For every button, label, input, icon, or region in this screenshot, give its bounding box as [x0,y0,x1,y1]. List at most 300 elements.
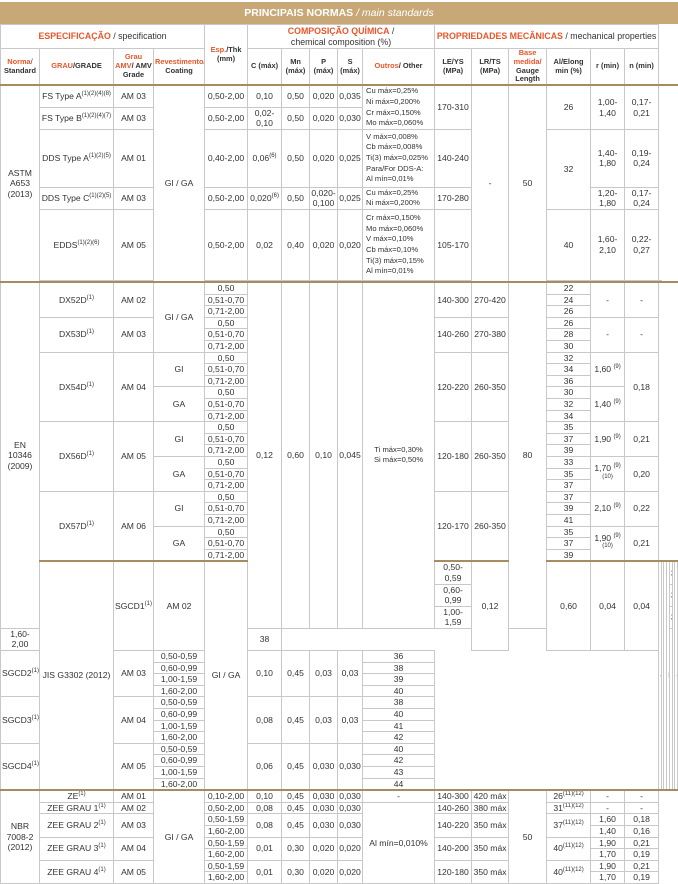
en-thk: 0,51-0,70 [205,538,248,550]
astm-coating: GI / GA [154,85,205,282]
astm-thk: 0,50-2,00 [205,187,248,209]
en-thk: 0,50 [205,317,248,329]
en-thk: 0,71-2,00 [205,341,248,353]
astm-grade: FS Type $A^{(1)(2)(4)(8)}$ [40,85,114,107]
elong-header: Al/Elong min (%) [547,49,591,86]
nbr-coating: GI / GA [154,790,205,883]
jis-elong: 38 [248,628,282,650]
nbr-gauge: 50 [509,790,547,883]
en-amv: AM 06 [114,491,154,561]
astm-mn: 0,50 [282,129,310,187]
nbr-n: 0,18 [625,814,659,826]
nbr-amv: AM 03 [114,814,154,837]
en-thk: 0,51-0,70 [205,468,248,480]
nbr-ts: 350 máx [472,837,509,860]
en-standard: EN 10346 (2009) [1,282,40,628]
en-elong: 32 [547,399,591,411]
en-thk: 0,71-2,00 [205,306,248,318]
jis-elong: 36 [363,651,435,663]
nbr-elong: $31^{(11)(12)}$ [547,802,591,814]
en-ys: 120-170 [435,491,472,561]
nbr-n: - [625,802,659,814]
nbr-c: 0,08 [248,814,282,837]
astm-n: 0,22-0,27 [625,210,659,281]
ys-header: LE/YS (MPa) [435,49,472,86]
en-thk: 0,51-0,70 [205,433,248,445]
astm-s: 0,025 [338,129,363,187]
jis-grade: SGCD3$^{(1)}$ [1,697,40,743]
astm-mn: 0,50 [282,107,310,129]
jis-mn: 0,45 [282,697,310,743]
mn-header: Mn (máx) [282,49,310,86]
astm-s: 0,020 [338,210,363,281]
ts-header: LR/TS (MPa) [472,49,509,86]
astm-n: 0,17-0,21 [625,85,659,129]
nbr-thk: 0,50-2,00 [205,802,248,814]
nbr-p: 0,030 [310,802,338,814]
en-thk: 0,51-0,70 [205,329,248,341]
jis-thk: 0,50-0,59 [154,697,205,709]
en-coating-ga: GA [154,526,205,561]
en-ys: 120-220 [435,352,472,422]
nbr-r: 1,90 [591,837,625,849]
jis-s: 0,03 [338,651,363,697]
nbr-n: 0,21 [625,860,659,872]
nbr-c: 0,01 [248,837,282,860]
astm-elong: 32 [547,129,591,209]
astm-s: 0,025 [338,187,363,209]
jis-s: 0,030 [338,743,363,790]
jis-mn: 0,60 [547,561,591,650]
en-elong: 34 [547,410,591,422]
astm-other-3: Cu máx=0,25% Ni máx=0,200% [363,187,435,209]
nbr-thk: 1,60-2,00 [205,872,248,884]
jis-grade: SGCD4$^{(1)}$ [1,743,40,790]
astm-mn: 0,40 [282,210,310,281]
en-n: 0,22 [625,491,659,526]
jis-c: 0,06 [248,743,282,790]
nbr-mn: 0,45 [282,790,310,802]
en-n: - [625,317,659,352]
astm-p: 0,020 [310,129,338,187]
en-elong: 35 [547,468,591,480]
nbr-grade: ZEE GRAU 3$^{(1)}$ [40,837,114,860]
astm-c: 0,02 [248,210,282,281]
en-coating-ga: GA [154,387,205,422]
standard-header: Norma/ Standard [1,49,40,86]
jis-thk: 0,60-0,99 [154,709,205,721]
en-r: - [591,317,625,352]
en-mn: 0,60 [282,282,310,628]
jis-thk: 1,00-1,59 [154,767,205,779]
astm-n: 0,17-0,24 [625,187,659,209]
en-coating-gi: GI [154,352,205,387]
n-header: n (min) [625,49,659,86]
en-amv: AM 02 [114,282,154,317]
en-elong: 28 [547,329,591,341]
nbr-elong: $37^{(11)(12)}$ [547,814,591,837]
en-thk: 0,71-2,00 [205,375,248,387]
jis-thk: 1,60-2,00 [154,732,205,744]
astm-other-2: V máx=0,008% Cb máx=0,008% Ti(3) máx=0,025% Para/For DDS-A: Al mín=0,01% [363,129,435,187]
nbr-other: Al mín=0,010% [363,802,435,883]
jis-n [675,561,678,790]
astm-r: 1,00-1,40 [591,85,625,129]
nbr-ys: 140-200 [435,837,472,860]
en-grade: $DX52D^{(1)}$ [40,282,114,317]
en-elong: 37 [547,538,591,550]
astm-ys: 140-240 [435,129,472,187]
jis-amv: AM 02 [154,561,205,650]
nbr-ts: 350 máx [472,814,509,837]
astm-ts: - [472,85,509,282]
en-thk: 0,50 [205,456,248,468]
other-header: Outros/ Other [363,49,435,86]
nbr-n: - [625,790,659,802]
astm-elong: 40 [547,210,591,281]
astm-amv: AM 03 [114,187,154,209]
jis-s: 0,04 [625,561,659,650]
en-grade: $DX53D^{(1)}$ [40,317,114,352]
en-elong: 30 [547,341,591,353]
en-r: 1,60 $^{(9)}$ [591,352,625,387]
en-elong: 36 [547,375,591,387]
en-thk: 0,71-2,00 [205,410,248,422]
astm-grade: DDS Type $C^{(1)(2)(5)}$ [40,187,114,209]
nbr-thk: 0,50-1,59 [205,860,248,872]
coating-header: Revestimento Coating [154,49,205,86]
en-n: 0,21 [625,526,659,561]
nbr-elong: $26^{(11)(12)}$ [547,790,591,802]
en-elong: 37 [547,480,591,492]
en-p: 0,10 [310,282,338,628]
nbr-n: 0,21 [625,837,659,849]
en-coating-gi: GI [154,491,205,526]
astm-amv: AM 05 [114,210,154,281]
en-elong: 26 [547,317,591,329]
table-banner: PRINCIPAIS NORMAS / main standards [0,2,678,24]
nbr-amv: AM 04 [114,837,154,860]
nbr-mn: 0,30 [282,860,310,883]
nbr-s: 0,020 [338,837,363,860]
astm-amv: AM 03 [114,85,154,107]
astm-n: 0,19-0,24 [625,129,659,187]
jis-thk: 0,60-0,99 [154,755,205,767]
astm-thk: 0,50-2,00 [205,107,248,129]
en-elong: 39 [547,549,591,561]
nbr-r: - [591,790,625,802]
astm-r: 1,40-1,80 [591,129,625,187]
en-ys: 120-180 [435,422,472,492]
nbr-grade: ZE$^{(1)}$ [40,790,114,802]
nbr-p: 0,020 [310,837,338,860]
en-elong: 39 [547,503,591,515]
nbr-p: 0,030 [310,790,338,802]
astm-r: 1,20-1,80 [591,187,625,209]
jis-elong: 42 [363,732,435,744]
gauge-header: Base medida/ Gauge Length [509,49,547,86]
en-n: 0,18 [625,352,659,422]
astm-elong: 26 [547,85,591,129]
jis-thk: 1,00-1,59 [154,674,205,686]
jis-p: 0,03 [310,651,338,697]
jis-p: 0,030 [310,743,338,790]
jis-elong: 40 [363,685,435,697]
jis-thk: 0,50-0,59 [154,651,205,663]
nbr-ts: 420 máx [472,790,509,802]
astm-r: 1,60-2,10 [591,210,625,281]
nbr-s: 0,030 [339,791,361,802]
en-c: 0,12 [248,282,282,628]
astm-c: 0,020$^{(6)}$ [248,187,282,209]
p-header: P (máx) [310,49,338,86]
mech-header: PROPRIEDADES MECÂNICAS / mechanical properties [435,25,659,49]
jis-mn: 0,45 [282,743,310,790]
nbr-n: 0,19 [625,849,659,861]
en-n: 0,21 [625,422,659,457]
en-r: 1,90 $^{(9)}$ $^{(10)}$ [591,526,625,561]
en-r: - [591,282,625,317]
nbr-s: 0,030 [338,814,363,837]
jis-grade: SGCD1$^{(1)}$ [114,561,154,650]
en-r: 1,40 $^{(9)}$ [591,387,625,422]
astm-ys: 170-310 [435,85,472,129]
astm-grade: $EDDS^{(1)(2)(6)}$ [40,210,114,281]
astm-ys: 170-280 [435,187,472,209]
nbr-thk: 1,60-2,00 [205,849,248,861]
en-elong: 24 [547,294,591,306]
nbr-n: 0,16 [625,825,659,837]
nbr-elong: $40^{(11)(12)}$ [547,860,591,883]
en-amv: AM 03 [114,317,154,352]
astm-other-1: Cu máx=0,25% Ni máx=0,200% Cr máx=0,150% Mo máx=0,060% [363,85,435,129]
jis-thk: 1,60-2,00 [1,628,40,650]
nbr-standard: NBR 7008-2 (2012) [1,790,40,883]
en-n: - [625,282,659,317]
jis-s: 0,03 [338,697,363,743]
spec-header: ESPECIFICAÇÃO / specification [1,25,205,49]
en-elong: 32 [547,352,591,364]
jis-c: 0,08 [248,697,282,743]
nbr-ts: 350 máx [472,860,509,883]
jis-elong: 38 [363,662,435,674]
astm-ys: 105-170 [435,210,472,281]
nbr-ys: 140-260 [435,802,472,814]
astm-other-4: Cr máx=0,150% Mo máx=0,060% V máx=0,10% Cb máx=0,10% Ti(3) máx=0,15% Al mín=0,01% [363,210,435,281]
astm-p: 0,020 [310,107,338,129]
nbr-ys: 120-180 [435,860,472,883]
jis-grade: SGCD2$^{(1)}$ [1,651,40,697]
nbr-thk: 0,50-1,59 [205,814,248,826]
jis-thk: 0,60-0,99 [435,584,472,606]
nbr-thk: 0,10-2,00 [205,790,248,802]
en-elong: 22 [547,282,591,294]
astm-c: 0,02-0,10 [248,107,282,129]
nbr-amv: AM 05 [114,860,154,883]
jis-standard: JIS G3302 (2012) [40,561,114,790]
astm-gauge: 50 [509,85,547,282]
en-elong: 41 [547,514,591,526]
jis-amv: AM 03 [114,651,154,697]
nbr-grade: ZEE GRAU 2$^{(1)}$ [40,814,114,837]
astm-p: 0,020 [310,210,338,281]
jis-coating: GI / GA [205,561,248,790]
nbr-grade: ZEE GRAU 1$^{(1)}$ [40,802,114,814]
en-elong: 37 [547,433,591,445]
en-thk: 0,51-0,70 [205,399,248,411]
en-amv: AM 04 [114,352,154,422]
en-s: 0,045 [338,282,363,628]
en-ts: 260-350 [472,352,509,422]
nbr-p: 0,030 [310,814,338,837]
r-header: r (min) [591,49,625,86]
en-coating-ga: GA [154,456,205,491]
c-header: C (máx) [248,49,282,86]
en-thk: 0,71-2,00 [205,445,248,457]
astm-s: 0,030 [338,107,363,129]
en-ys: 140-300 [435,282,472,317]
en-elong: 34 [547,364,591,376]
jis-elong: 42 [363,755,435,767]
nbr-grade: ZEE GRAU 4$^{(1)}$ [40,860,114,883]
en-grade: $DX56D^{(1)}$ [40,422,114,492]
jis-elong: 39 [363,674,435,686]
en-elong: 26 [547,306,591,318]
nbr-s: 0,020 [338,860,363,883]
en-thk: 0,50 [205,422,248,434]
en-ts: 270-380 [472,317,509,352]
nbr-mn: 0,45 [282,814,310,837]
astm-grade: FS Type $B^{(1)(2)(4)(7)}$ [40,107,114,129]
nbr-elong: $40^{(11)(12)}$ [547,837,591,860]
nbr-amv: AM 02 [114,802,154,814]
nbr-r: 1,40 [591,825,625,837]
nbr-r: 1,90 [591,860,625,872]
nbr-amv: AM 01 [114,790,154,802]
jis-c: 0,12 [472,561,509,650]
nbr-thk: 0,50-1,59 [205,837,248,849]
en-other: Ti máx=0,30% Si máx=0,50% [363,282,435,628]
jis-elong: 41 [363,720,435,732]
en-thk: 0,50 [205,526,248,538]
jis-thk: 1,60-2,00 [154,685,205,697]
en-coating: GI / GA [154,282,205,352]
standards-table [0,24,678,884]
jis-p: 0,04 [591,561,625,650]
en-thk: 0,71-2,00 [205,480,248,492]
nbr-other: - [363,790,435,802]
en-thk: 0,51-0,70 [205,503,248,515]
nbr-r: 1,70 [591,849,625,861]
grade-header: GRAU/GRADE [40,49,114,86]
thk-header: Esp./Thk (mm) [205,25,248,86]
jis-elong [669,584,672,606]
jis-amv: AM 05 [114,743,154,790]
nbr-r: 1,60 [591,814,625,826]
astm-thk: 0,40-2,00 [205,129,248,187]
astm-amv: AM 03 [114,107,154,129]
en-grade: $DX57D^{(1)}$ [40,491,114,561]
en-thk: 0,50 [205,491,248,503]
en-elong: 37 [547,491,591,503]
jis-amv: AM 04 [114,697,154,743]
amv-header: Grau AMV/ AMV Grade [114,49,154,86]
en-thk: 0,71-2,00 [205,549,248,561]
en-elong: 33 [547,456,591,468]
jis-elong: 44 [363,778,435,790]
en-thk: 0,71-2,00 [205,514,248,526]
en-r: 1,70 $^{(9)}$ $^{(10)}$ [591,456,625,491]
nbr-p: 0,020 [310,860,338,883]
jis-c: 0,10 [248,651,282,697]
nbr-c: 0,10 [248,790,282,802]
s-header: S (máx) [338,49,363,86]
jis-thk: 1,00-1,59 [154,720,205,732]
en-grade: $DX54D^{(1)}$ [40,352,114,422]
nbr-ts: 380 máx [472,802,509,814]
jis-elong: 38 [363,697,435,709]
en-ts: 270-420 [472,282,509,317]
nbr-c: 0,01 [248,860,282,883]
astm-p: 0,020 [310,85,338,107]
jis-p: 0,03 [310,697,338,743]
jis-elong: 40 [363,709,435,721]
en-thk: 0,51-0,70 [205,364,248,376]
jis-thk: 0,60-0,99 [154,662,205,674]
en-r: 2,10 $^{(9)}$ [591,491,625,526]
en-ys: 140-260 [435,317,472,352]
en-elong: 30 [547,387,591,399]
nbr-n: 0,19 [625,872,659,884]
astm-thk: 0,50-2,00 [205,210,248,281]
en-gauge: 80 [509,282,547,628]
en-thk: 0,50 [205,282,248,294]
jis-elong [669,606,672,628]
jis-thk: 1,60-2,00 [154,778,205,790]
nbr-ys: 140-300 [435,790,472,802]
en-thk: 0,50 [205,387,248,399]
en-r: 1,90 $^{(9)}$ [591,422,625,457]
en-ts: 260-350 [472,491,509,561]
jis-elong: 40 [363,743,435,755]
nbr-mn: 0,45 [282,802,310,814]
jis-thk: 0,50-0,59 [154,743,205,755]
jis-thk: 1,00-1,59 [435,606,472,628]
astm-thk: 0,50-2,00 [205,85,248,107]
en-coating-gi: GI [154,422,205,457]
astm-standard: ASTM A653 (2013) [1,85,40,282]
astm-p: 0,020-0,100 [311,187,336,209]
astm-grade: DDS Type $A^{(1)(2)(5)}$ [40,129,114,187]
astm-mn: 0,50 [282,85,310,107]
comp-header: COMPOSIÇÃO QUÍMICA / chemical composition (%) [248,25,435,49]
astm-amv: AM 01 [114,129,154,187]
en-n: 0,20 [625,456,659,491]
astm-c: 0,06$^{(6)}$ [248,129,282,187]
jis-mn: 0,45 [282,651,310,697]
nbr-mn: 0,30 [282,837,310,860]
nbr-ys: 140-220 [435,814,472,837]
jis-elong: 43 [363,767,435,779]
astm-s: 0,035 [338,85,363,107]
astm-c: 0,10 [248,85,282,107]
nbr-c: 0,08 [248,802,282,814]
en-thk: 0,51-0,70 [205,294,248,306]
en-amv: AM 05 [114,422,154,492]
jis-thk: 0,50-0,59 [435,561,472,584]
en-elong: 39 [547,445,591,457]
en-elong: 35 [547,526,591,538]
